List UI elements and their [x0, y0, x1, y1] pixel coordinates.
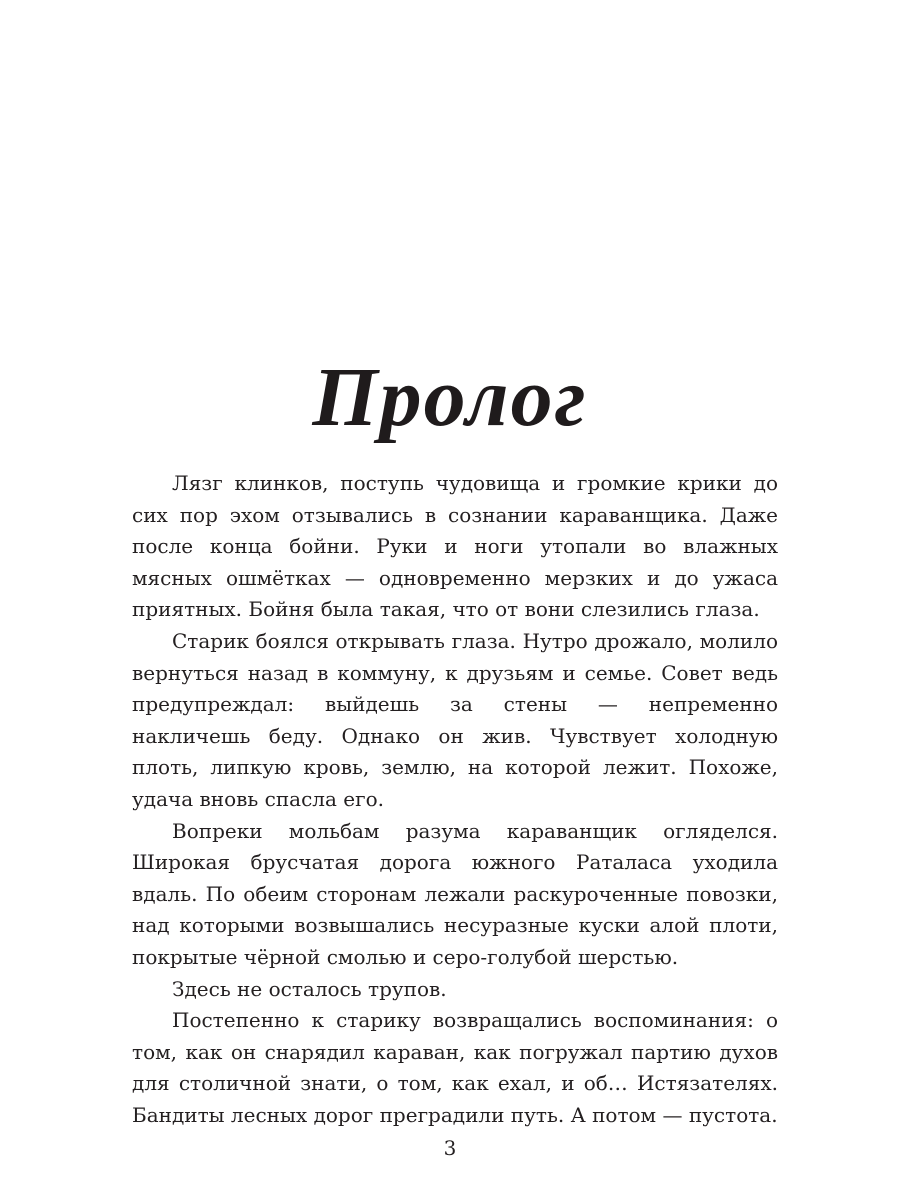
- paragraph-1: Лязг клинков, поступь чудовища и громкие крики до сих пор эхом отзывались в сознании караванщика. Даже после конца бойни. Руки и ноги утопали во влажных мясных ошмётках — одновременно мерзких и до ужаса приятных. Бойня была такая, что от вони слезились глаза.: [132, 471, 778, 622]
- paragraph-5: Постепенно к старику возвращались воспоминания: о том, как он снарядил караван, как погружал партию духов для столичной знати, о том, как ехал, и об… Истязателях. Бандиты лесных дорог преградили путь. А потом — пустота.: [132, 1008, 778, 1127]
- paragraph-3: Вопреки мольбам разума караванщик огляделся. Широкая брусчатая дорога южного Раталаса уходила вдаль. По обеим сторонам лежали раскуроченные повозки, над которыми возвышались несуразные куски алой плоти, покрытые чёрной смолью и серо-голубой шерстью.: [132, 818, 778, 969]
- paragraph-4: Здесь не осталось трупов.: [172, 976, 447, 1001]
- chapter-body: [132, 468, 778, 1131]
- paragraph-2: Старик боялся открывать глаза. Нутро дрожало, молило вернуться назад в коммуну, к друзьям и семье. Совет ведь предупреждал: выйдешь за стены — непременно накличешь беду. Однако он жив. Чувствует холодную плоть, липкую кровь, землю, на которой лежит. Похоже, удача вновь спасла его.: [132, 628, 778, 811]
- chapter-title: Пролог: [312, 351, 588, 445]
- page-number: 3: [443, 1136, 457, 1160]
